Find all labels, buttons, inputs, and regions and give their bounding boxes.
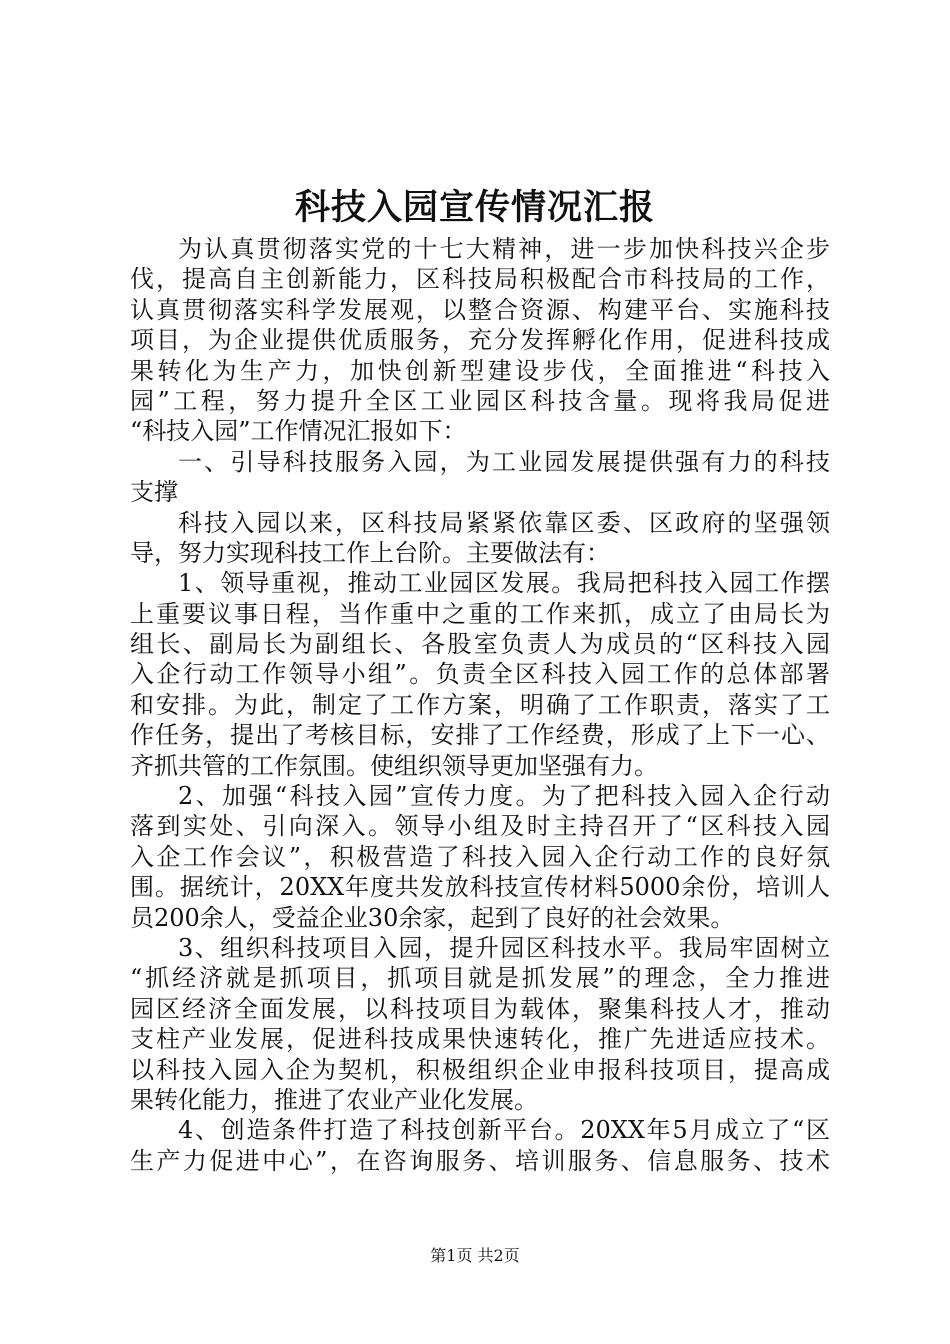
text-line: 支撑 [130,478,178,507]
text-line: 科技入园以来，区科技局紧紧依靠区委、区政府的坚强领 [178,508,830,537]
text-line: 支柱产业发展，促进科技成果快速转化，推广先进适应技术。 [130,1025,830,1054]
text-line: 园区经济全面发展，以科技项目为载体，聚集科技人才，推动 [130,994,830,1023]
text-line: 导，努力实现科技工作上台阶。主要做法有： [130,538,610,567]
text-line: 员200余人，受益企业30余家，起到了良好的社会效果。 [130,903,735,932]
text-line: “科技入园”工作情况汇报如下： [130,417,467,446]
text-line: 上重要议事日程，当作重中之重的工作来抓，成立了由局长为 [130,599,830,628]
text-line: 3、组织科技项目入园，提升园区科技水平。我局牢固树立 [178,933,830,962]
text-line: 果转化能力，推进了农业产业化发展。 [130,1085,538,1114]
text-line: 入企工作会议”，积极营造了科技入园入企行动工作的良好氛 [130,842,830,871]
text-line: 1、领导重视，推动工业园区发展。我局把科技入园工作摆 [178,569,830,598]
text-line: 一、引导科技服务入园，为工业园发展提供强有力的科技 [178,447,830,476]
text-line: 以科技入园入企为契机，积极组织企业申报科技项目，提高成 [130,1055,830,1084]
text-line: 认真贯彻落实科学发展观，以整合资源、构建平台、实施科技 [130,295,830,324]
text-line: 落到实处、引向深入。领导小组及时主持召开了“区科技入园 [130,812,830,841]
document-body [130,234,830,1176]
text-line: 4、创造条件打造了科技创新平台。20XX年5月成立了“区 [178,1116,830,1145]
text-line: 园”工程，努力提升全区工业园区科技含量。现将我局促进 [130,386,830,415]
document-title: 科技入园宣传情况汇报 [294,187,655,228]
text-line: “抓经济就是抓项目，抓项目就是抓发展”的理念，全力推进 [130,964,830,993]
text-line: 围。据统计，20XX年度共发放科技宣传材料5000余份，培训人 [130,873,830,902]
text-line: 入企行动工作领导小组”。负责全区科技入园工作的总体部署 [130,660,830,689]
text-line: 作任务，提出了考核目标，安排了工作经费，形成了上下一心、 [130,721,830,750]
text-line: 齐抓共管的工作氛围。使组织领导更加坚强有力。 [130,751,658,780]
text-line: 组长、副局长为副组长、各股室负责人为成员的“区科技入园 [130,630,830,659]
text-line: 为认真贯彻落实党的十七大精神，进一步加快科技兴企步 [178,235,830,263]
page-footer: 第1页 共2页 [430,1246,520,1265]
text-line: 和安排。为此，制定了工作方案，明确了工作职责，落实了工 [130,690,830,719]
text-line: 生产力促进中心”，在咨询服务、培训服务、信息服务、技术 [130,1146,830,1175]
text-line: 项目，为企业提供优质服务，充分发挥孵化作用，促进科技成 [130,326,830,355]
text-line: 2、加强“科技入园”宣传力度。为了把科技入园入企行动 [178,782,830,811]
text-line: 伐，提高自主创新能力，区科技局积极配合市科技局的工作， [130,265,830,294]
text-line: 果转化为生产力，加快创新型建设步伐，全面推进“科技入 [130,356,830,385]
